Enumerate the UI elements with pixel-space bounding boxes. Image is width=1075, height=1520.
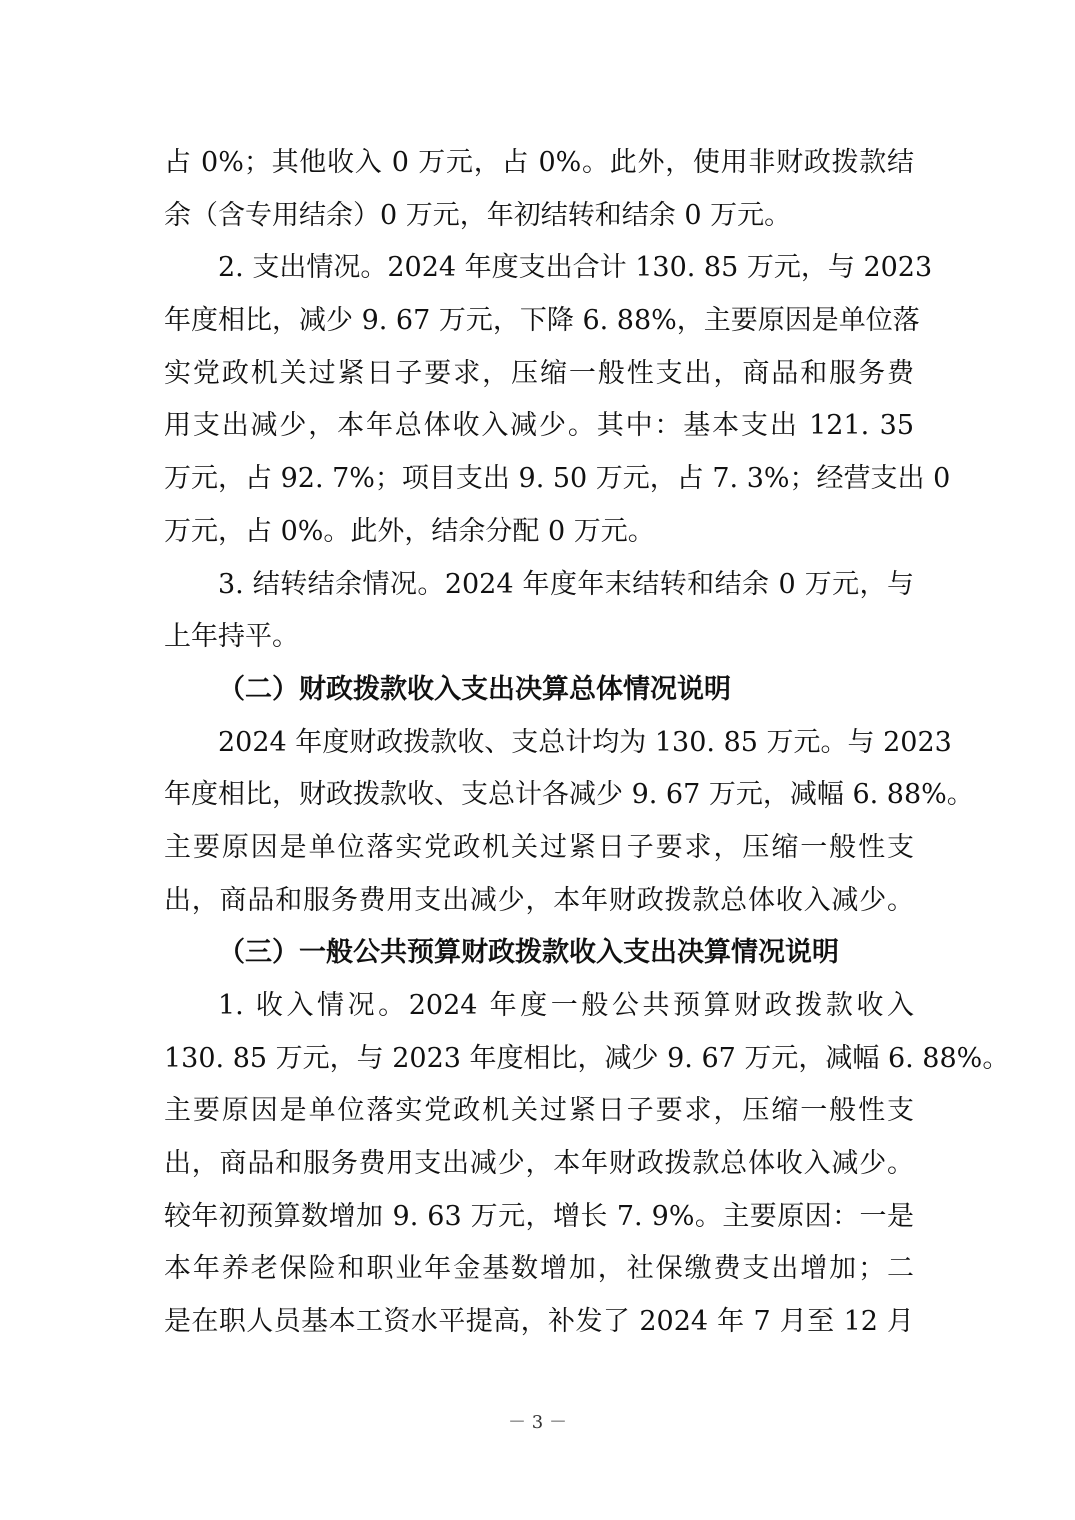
text-line: 主要原因是单位落实党政机关过紧日子要求，压缩一般性支 [164,1095,914,1127]
paragraph-income: 1. 收入情况。2024 年度一般公共预算财政拨款收入 [218,990,914,1021]
text-line: 实党政机关过紧日子要求，压缩一般性支出，商品和服务费 [164,357,914,389]
text-line: 上年持平。 [164,621,299,653]
text-line: 年度相比，减少 9. 67 万元，下降 6. 88%，主要原因是单位落 [164,305,920,337]
text-line: 出，商品和服务费用支出减少，本年财政拨款总体收入减少。 [164,884,914,916]
text-line: 占 0%；其他收入 0 万元，占 0%。此外，使用非财政拨款结 [164,147,914,178]
paragraph-fiscal-overview: 2024 年度财政拨款收、支总计均为 130. 85 万元。与 2023 [218,726,952,758]
body-text [164,137,1010,1349]
text-line: 是在职人员基本工资水平提高，补发了 2024 年 7 月至 12 月 [164,1306,914,1338]
text-line: 较年初预算数增加 9. 63 万元，增长 7. 9%。主要原因：一是 [164,1200,914,1232]
paragraph-expenditure: 2. 支出情况。2024 年度支出合计 130. 85 万元，与 2023 [218,252,933,284]
text-line: 万元，占 0%。此外，结余分配 0 万元。 [164,515,655,547]
text-line: 年度相比，财政拨款收、支总计各减少 9. 67 万元，减幅 6. 88%。 [164,779,974,811]
text-line: 130. 85 万元，与 2023 年度相比，减少 9. 67 万元，减幅 6. 88%。 [164,1042,1010,1074]
text-line: 本年养老保险和职业年金基数增加，社保缴费支出增加；二 [164,1253,914,1285]
text-line: 出，商品和服务费用支出减少，本年财政拨款总体收入减少。 [164,1148,914,1180]
text-line: 万元，占 92. 7%；项目支出 9. 50 万元，占 7. 3%；经营支出 0 [164,463,951,495]
section-heading-2: （二）财政拨款收入支出决算总体情况说明 [218,673,731,705]
paragraph-balance: 3. 结转结余情况。2024 年度年末结转和结余 0 万元，与 [218,568,914,600]
page-number: － 3 － [508,1412,567,1433]
text-line: 用支出减少，本年总体收入减少。其中：基本支出 121. 35 [164,410,914,442]
section-heading-3: （三）一般公共预算财政拨款收入支出决算情况说明 [218,937,839,969]
text-line: 主要原因是单位落实党政机关过紧日子要求，压缩一般性支 [164,831,914,863]
text-line: 余（含专用结余）0 万元，年初结转和结余 0 万元。 [164,199,792,231]
